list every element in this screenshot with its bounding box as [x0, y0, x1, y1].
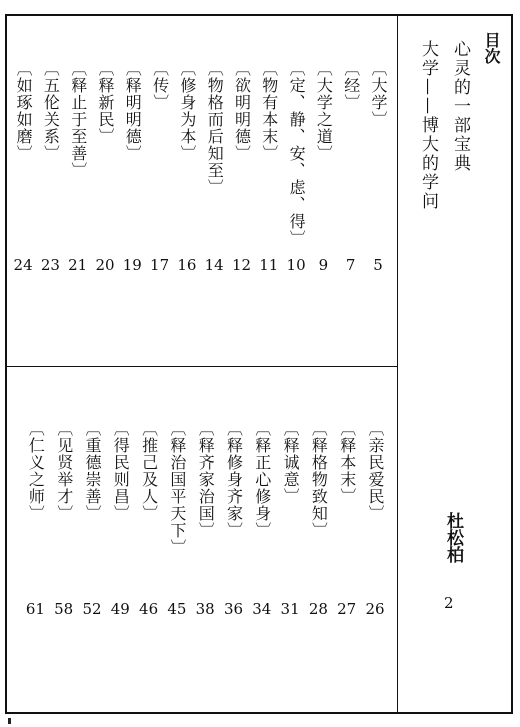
author-page-number: 2 — [444, 594, 454, 612]
toc-entry-page: 45 — [167, 600, 187, 618]
toc-entry-page: 38 — [195, 600, 215, 618]
scan-mark — [8, 718, 11, 724]
toc-entry-page: 10 — [286, 256, 306, 274]
author-name: 杜松柏 — [443, 512, 463, 563]
toc-entry-page: 17 — [150, 256, 170, 274]
toc-entry-page: 23 — [40, 256, 60, 274]
toc-entry-page: 36 — [223, 600, 244, 618]
toc-entry-page: 27 — [337, 600, 357, 618]
toc-entry-title[interactable]: 〔释止于至善〕 — [68, 60, 88, 179]
toc-entry-title[interactable]: 〔得民则昌〕 — [111, 420, 131, 522]
toc-entry-title[interactable]: 〔经〕 — [341, 60, 361, 111]
toc-entry-title[interactable]: 〔定、静、安、虑、得〕 — [287, 60, 307, 247]
toc-entry-title[interactable]: 〔见贤举才〕 — [54, 420, 74, 522]
book-title: 心灵的一部宝典 — [450, 40, 470, 173]
toc-entry-title[interactable]: 〔推己及人〕 — [139, 420, 159, 522]
toc-entry-page: 16 — [177, 256, 197, 274]
toc-entry-title[interactable]: 〔释明明德〕 — [123, 60, 143, 162]
toc-entry-title[interactable]: 〔释新民〕 — [96, 60, 115, 145]
toc-entry-title[interactable]: 〔大学之道〕 — [314, 60, 334, 162]
toc-entry-title[interactable]: 〔亲民爱民〕 — [366, 420, 385, 522]
toc-entry-page: 21 — [68, 256, 88, 274]
toc-entry-title[interactable]: 〔释齐家治国〕 — [196, 420, 216, 539]
toc-entry-title[interactable]: 〔释修身齐家〕 — [224, 420, 244, 539]
toc-entry-page: 61 — [25, 600, 45, 618]
toc-entry-title[interactable]: 〔释诚意〕 — [281, 420, 301, 505]
toc-entry-page: 19 — [122, 256, 142, 274]
toc-heading: 目次 — [482, 32, 501, 64]
toc-entry-title[interactable]: 〔仁义之师〕 — [26, 420, 46, 522]
toc-entry-title[interactable]: 〔释格物致知〕 — [309, 420, 329, 539]
toc-entry-page: 14 — [204, 256, 224, 274]
toc-entry-page: 12 — [231, 256, 252, 274]
toc-entry-page: 52 — [82, 600, 102, 618]
toc-entry-title[interactable]: 〔重德崇善〕 — [83, 420, 102, 522]
toc-entry-title[interactable]: 〔大学〕 — [369, 60, 388, 128]
toc-entry-title[interactable]: 〔如琢如磨〕 — [14, 60, 34, 162]
toc-entry-title[interactable]: 〔欲明明德〕 — [232, 60, 252, 162]
toc-entry-title[interactable]: 〔释本末〕 — [337, 420, 357, 505]
toc-entry-title[interactable]: 〔释正心修身〕 — [252, 420, 272, 539]
toc-entry-page: 31 — [280, 600, 300, 618]
toc-entry-page: 26 — [365, 600, 385, 618]
section-divider — [7, 366, 397, 367]
toc-entry-title[interactable]: 〔修身为本〕 — [177, 60, 197, 162]
toc-entry-page: 9 — [318, 256, 329, 274]
toc-entry-page: 49 — [110, 600, 130, 618]
toc-entry-page: 58 — [54, 600, 74, 618]
toc-entry-title[interactable]: 〔物有本末〕 — [259, 60, 279, 162]
toc-entry-title[interactable]: 〔五伦关系〕 — [41, 60, 61, 162]
toc-entry-page: 20 — [95, 256, 115, 274]
toc-entry-page: 7 — [345, 256, 356, 274]
toc-entry-title[interactable]: 〔物格而后知至〕 — [205, 60, 225, 196]
toc-entry-title[interactable]: 〔传〕 — [150, 60, 170, 111]
toc-entry-page: 34 — [252, 600, 272, 618]
toc-entry-page: 24 — [13, 256, 33, 274]
book-subtitle: 大学——博大的学问 — [418, 40, 438, 211]
toc-entry-page: 11 — [259, 256, 279, 274]
column-divider — [397, 14, 398, 714]
toc-entry-page: 5 — [373, 256, 383, 274]
toc-entry-page: 28 — [308, 600, 328, 618]
toc-entry-title[interactable]: 〔释治国平天下〕 — [167, 420, 187, 556]
toc-entry-page: 46 — [139, 600, 159, 618]
